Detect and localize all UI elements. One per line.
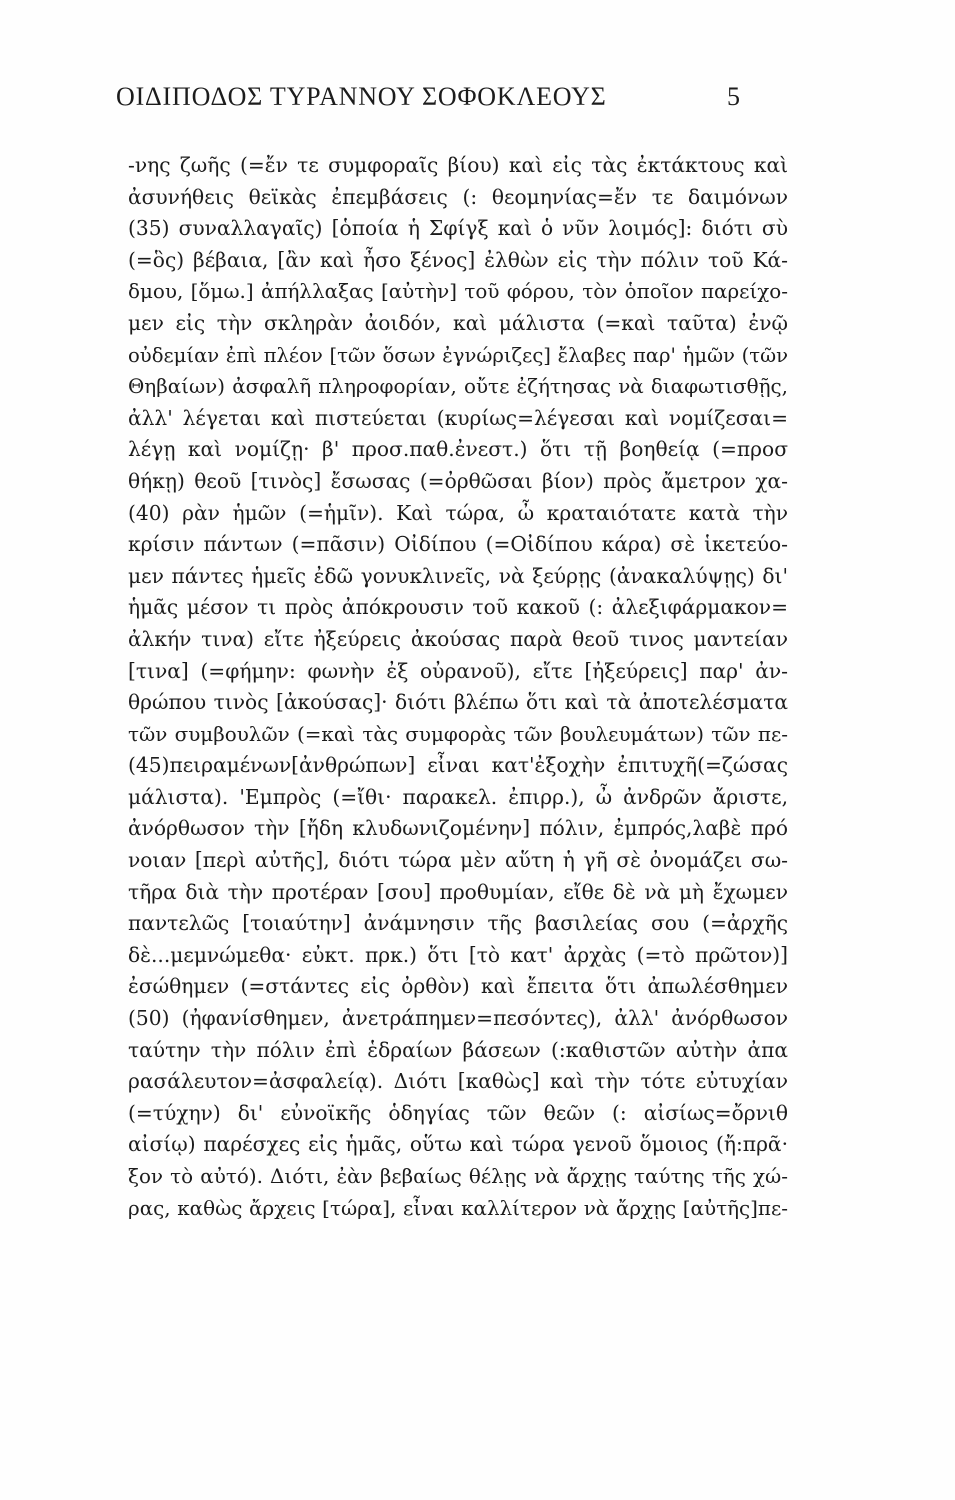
text-line: αἰσίῳ) παρέσχες εἰς ἡμᾶς, οὕτω καὶ τώρα γενοῦ ὅμοιος (ἤ:πρᾶ· [128,1132,788,1157]
text-line: (45)πειραμένων[ἀνθρώπων] εἶναι κατ'ἐξοχὴν ἐπιτυχῆ(=ζώσας [128,753,788,778]
running-title: ΟΙΔΙΠΟΔΟΣ ΤΥΡΑΝΝΟΥ ΣΟΦΟΚΛΕΟΥΣ [116,82,607,111]
text-line: -νης ζωῆς (=ἔν τε συμφοραῖς βίου) καὶ εἰς τὰς ἐκτάκτους καὶ [128,153,788,177]
text-line: μεν πάντες ἡμεῖς ἐδῶ γονυκλινεῖς, νὰ ξεύρῃς (ἀνακαλύψῃς) δι' [128,563,788,588]
running-header [0,82,955,122]
text-line: ἐσώθημεν (=στάντες εἰς ὀρθὸν) καὶ ἔπειτα ὅτι ἀπωλέσθημεν [128,974,788,999]
text-line: ἡμᾶς μέσον τι πρὸς ἀπόκρουσιν τοῦ κακοῦ (: ἀλεξιφάρμακον= [128,595,788,620]
text-line: (40) ρὰν ἡμῶν (=ἡμῖν). Καὶ τώρα, ὦ κραταιότατε κατὰ τὴν [128,500,788,525]
text-line: ἀσυνήθεις θεϊκὰς ἐπεμβάσεις (: θεομηνίας=ἔν τε δαιμόνων [128,184,788,209]
text-line: ξον τὸ αὐτό). Διότι, ἐὰν βεβαίως θέλῃς νὰ ἄρχῃς ταύτης τῆς χώ- [128,1165,788,1188]
text-line: λέγῃ καὶ νομίζῃ· β' προσ.παθ.ἐνεστ.) ὅτι τῇ βοηθείᾳ (=προσ [128,437,788,462]
text-line: ἀλκήν τινα) εἴτε ἠξεύρεις ἀκούσας παρὰ θεοῦ τινος μαντείαν [128,626,788,651]
text-line: παντελῶς [τοιαύτην] ἀνάμνησιν τῆς βασιλείας σου (=ἀρχῆς [128,911,788,936]
text-line: ἀνόρθωσον τὴν [ἤδη κλυδωνιζομένην] πόλιν, ἐμπρός,λαβὲ πρό [128,816,788,841]
text-line: ταύτην τὴν πόλιν ἐπὶ ἑδραίων βάσεων (:καθιστῶν αὐτὴν ἀπα [128,1037,788,1062]
text-line: νοιαν [περὶ αὐτῆς], διότι τώρα μὲν αὕτη ἡ γῆ σὲ ὀνομάζει σω- [128,848,788,873]
text-line: (=τύχην) δι' εὐνοϊκῆς ὁδηγίας τῶν θεῶν (: αἰσίως=ὄρνιθ [128,1100,788,1125]
text-line: οὐδεμίαν ἐπὶ πλέον [τῶν ὅσων ἐγνώριζες] ἔλαβες παρ' ἡμῶν (τῶν [128,343,788,367]
text-line: δμου, [ὅμω.] ἀπήλλαξας [αὐτὴν] τοῦ φόρου, τὸν ὁποῖον παρείχο- [128,280,788,304]
text-line: (35) συναλλαγαῖς) [ὁποία ἡ Σφίγξ καὶ ὁ νῦν λοιμός]: διότι σὺ [128,216,788,241]
text-line: Θηβαίων) ἀσφαλῆ πληροφορίαν, οὔτε ἐζήτησας νὰ διαφωτισθῇς, [128,375,788,399]
text-line: (=ὃς) βέβαια, [ἂν καὶ ἦσο ξένος] ἐλθὼν εἰς τὴν πόλιν τοῦ Κά- [128,247,788,272]
text-line: κρίσιν πάντων (=πᾶσιν) Οἰδίπου (=Οἰδίπου κάρα) σὲ ἱκετεύο- [128,532,788,557]
page-number: 5 [727,82,740,111]
text-line: θρώπου τινὸς [ἀκούσας]· διότι βλέπω ὅτι καὶ τὰ ἀποτελέσματα [128,690,788,715]
text-body [128,150,788,1224]
text-line: δὲ...μεμνώμεθα· εὐκτ. πρκ.) ὅτι [τὸ κατ' ἀρχὰς (=τὸ πρῶτον)] [128,942,788,967]
text-line: τῶν συμβουλῶν (=καὶ τὰς συμφορὰς τῶν βουλευμάτων) τῶν πε- [128,722,788,746]
text-line: τῆρα διὰ τὴν προτέραν [σου] προθυμίαν, εἴθε δὲ νὰ μὴ ἔχωμεν [128,879,788,904]
text-line: μεν εἰς τὴν σκληρὰν ἀοιδόν, καὶ μάλιστα (=καὶ ταῦτα) ἐνῷ [128,310,788,335]
text-line: θήκῃ) θεοῦ [τινὸς] ἔσωσας (=ὀρθῶσαι βίον) πρὸς ἄμετρον χα- [128,468,788,493]
text-line: [τινα] (=φήμην: φωνὴν ἐξ οὐρανοῦ), εἴτε [ἠξεύρεις] παρ' ἀν- [128,658,788,683]
text-line: ἀλλ' λέγεται καὶ πιστεύεται (κυρίως=λέγεσαι καὶ νομίζεσαι= [128,405,788,430]
text-line: (50) (ἠφανίσθημεν, ἀνετράπημεν=πεσόντες), ἀλλ' ἀνόρθωσον [128,1006,788,1031]
text-line: μάλιστα). 'Εμπρὸς (=ἴθι· παρακελ. ἐπιρρ.), ὦ ἀνδρῶν ἄριστε, [128,784,788,809]
text-line: ρασάλευτον=ἀσφαλείᾳ). Διότι [καθὼς] καὶ τὴν τότε εὐτυχίαν [128,1069,788,1094]
text-line: ρας, καθὼς ἄρχεις [τώρα], εἶναι καλλίτερον νὰ ἄρχῃς [αὐτῆς]πε- [128,1196,788,1220]
